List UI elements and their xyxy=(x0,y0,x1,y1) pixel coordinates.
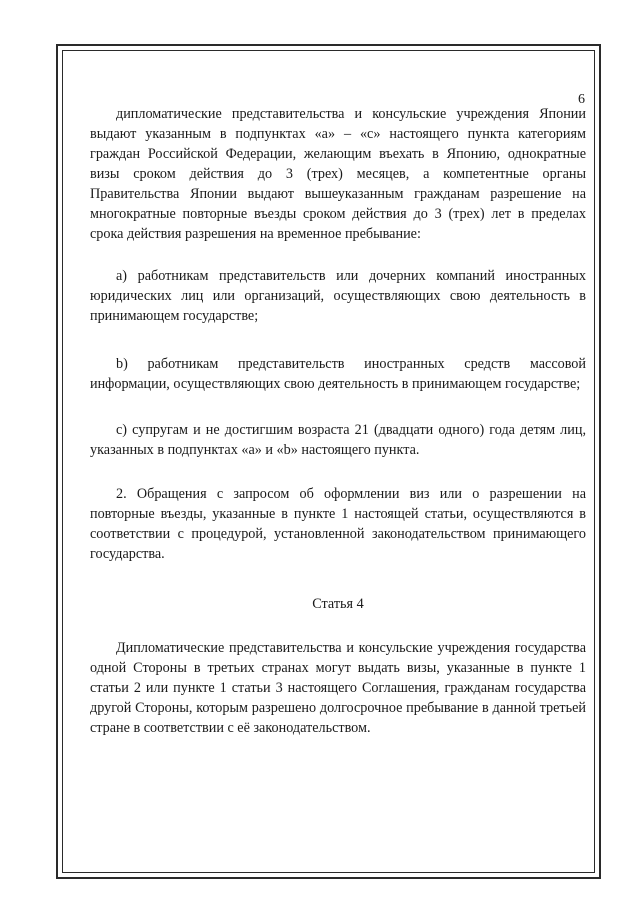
document-body xyxy=(90,104,586,738)
paragraph-item-a: а) работникам представительств или дочерних компаний иностранных юридических лиц или организаций, осуществляющих свою деятельность в принимающем государстве; xyxy=(90,268,586,324)
paragraph-clause-2: 2. Обращения с запросом об оформлении виз или о разрешении на повторные въезды, указанные в пункте 1 настоящей статьи, осуществляются в соответствии с процедурой, установленной законодательством принимающего государства. xyxy=(90,486,586,562)
paragraph-item-b: b) работникам представительств иностранных средств массовой информации, осуществляющих свою деятельность в принимающем государстве; xyxy=(90,356,586,392)
article-heading: Статья 4 xyxy=(312,596,364,612)
paragraph-article-4: Дипломатические представительства и консульские учреждения государства одной Стороны в третьих странах могут выдать визы, указанные в пункте 1 статьи 2 или пункте 1 статьи 3 настоящего Соглашения, гражданам государства другой Стороны, которым разрешено долгосрочное пребывание в данной третьей стране в соответствии с её законодательством. xyxy=(90,640,586,736)
page-number: 6 xyxy=(578,92,585,107)
paragraph-visa-issuance: дипломатические представительства и консульские учреждения Японии выдают указанным в подпунктах «а» – «с» настоящего пункта категориям граждан Российской Федерации, желающим въехать в Японию, однократные визы сроком действия до 3 (трех) месяцев, а компетентные органы Правительства Японии выдают вышеуказанным гражданам разрешение на многократные повторные въезды сроком действия до 3 (трех) лет в пределах срока действия разрешения на временное пребывание: xyxy=(90,106,586,242)
paragraph-item-c: c) супругам и не достигшим возраста 21 (двадцати одного) года детям лиц, указанных в подпунктах «а» и «b» настоящего пункта. xyxy=(90,422,586,458)
